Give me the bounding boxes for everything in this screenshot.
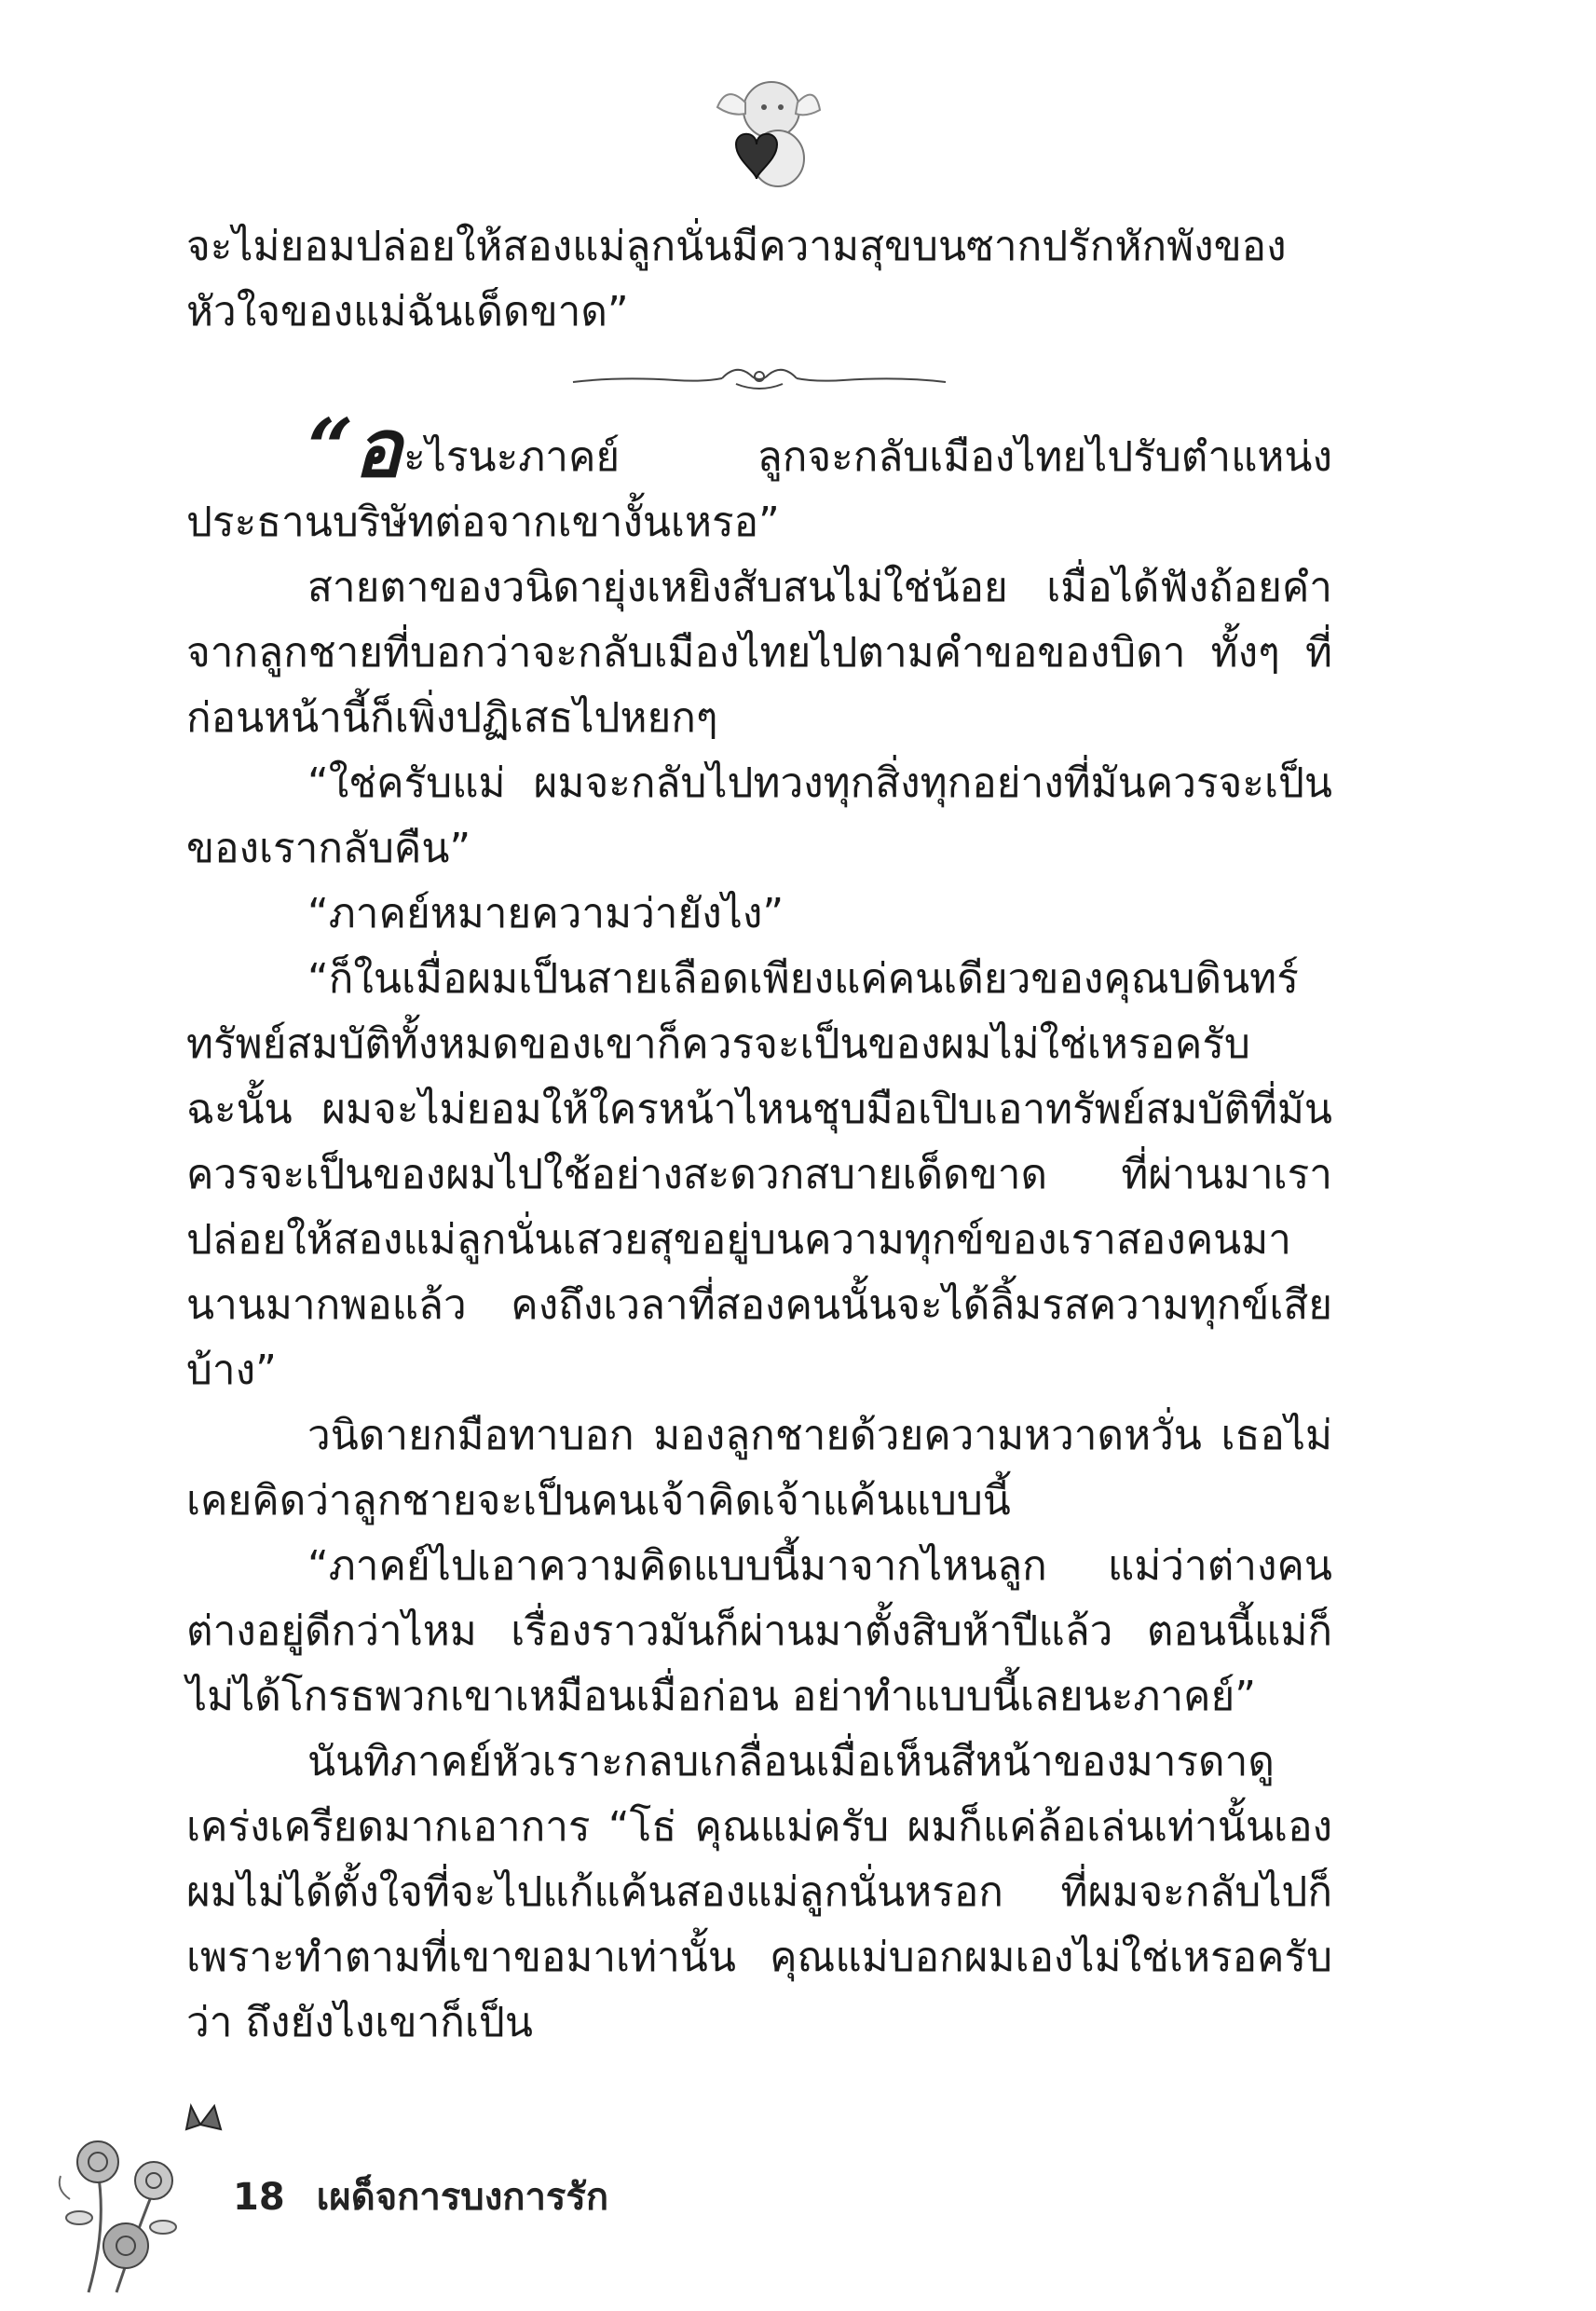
paragraph: นันทิภาคย์หัวเราะกลบเกลื่อนเมื่อเห็นสีหน้าของมารดาดูเคร่งเครียดมากเอาการ “โธ่ คุณแม่ครับ ผมก็แค่ล้อเล่นเท่านั้นเอง ผมไม่ได้ตั้งใจที่จะไปแก้แค้นสองแม่ลูกนั่นหรอก ที่ผมจะกลับไปก็เพราะทำตามที่เขาขอมาเท่านั้น คุณแม่บอกผมเองไม่ใช่เหรอครับว่า ถึงยังไงเขาก็เป็น <box>186 1738 1332 2046</box>
book-title: เผด็จการบงการรัก <box>316 2176 609 2219</box>
paragraph: “ภาคย์ไปเอาความคิดแบบนี้มาจากไหนลูก แม่ว่าต่างคนต่างอยู่ดีกว่าไหม เรื่องราวมันก็ผ่านมาตั้งสิบห้าปีแล้ว ตอนนี้แม่ก็ไม่ได้โกรธพวกเขาเหมือนเมื่อก่อน อย่าทำแบบนี้เลยนะภาคย์” <box>186 1542 1332 1720</box>
paragraph-continued: จะไม่ยอมปล่อยให้สองแม่ลูกนั่นมีความสุขบนซากปรักหักพังของหัวใจของแม่ฉันเด็ดขาด” <box>186 223 1287 335</box>
page-body <box>186 214 1332 2056</box>
paragraph-1-text: ะไรนะภาคย์ ลูกจะกลับเมืองไทยไปรับตำแหน่งประธานบริษัทต่อจากเขางั้นเหรอ” <box>186 433 1332 546</box>
page-number: 18 <box>233 2176 285 2219</box>
paragraph: วนิดายกมือทาบอก มองลูกชายด้วยความหวาดหวั่น เธอไม่เคยคิดว่าลูกชายจะเป็นคนเจ้าคิดเจ้าแค้นแบบนี้ <box>186 1412 1332 1525</box>
paragraph: “ก็ในเมื่อผมเป็นสายเลือดเพียงแค่คนเดียวของคุณบดินทร์ ทรัพย์สมบัติทั้งหมดของเขาก็ควรจะเป็นของผมไม่ใช่เหรอครับ ฉะนั้น ผมจะไม่ยอมให้ใครหน้าไหนชุบมือเปิบเอาทรัพย์สมบัติที่มันควรจะเป็นของผมไปใช้อย่างสะดวกสบายเด็ดขาด ที่ผ่านมาเราปล่อยให้สองแม่ลูกนั่นเสวยสุขอยู่บนความทุกข์ของเราสองคนมานานมากพอแล้ว คงถึงเวลาที่สองคนนั้นจะได้ลิ้มรสความทุกข์เสียบ้าง” <box>186 955 1332 1394</box>
paragraph: “ภาคย์หมายความว่ายังไง” <box>307 890 784 937</box>
paragraph: “ใช่ครับแม่ ผมจะกลับไปทวงทุกสิ่งทุกอย่างที่มันควรจะเป็นของเรากลับคืน” <box>186 759 1332 872</box>
page-footer <box>233 2167 627 2226</box>
paragraph-1 <box>186 402 1332 555</box>
cherub-heart-icon <box>699 65 829 196</box>
rose-butterfly-icon <box>51 2087 238 2302</box>
paragraph: สายตาของวนิดายุ่งเหยิงสับสนไม่ใช่น้อย เมื่อได้ฟังถ้อยคำจากลูกชายที่บอกว่าจะกลับเมืองไทยไปตามคำขอของบิดา ทั้งๆ ที่ก่อนหน้านี้ก็เพิ่งปฏิเสธไปหยกๆ <box>186 564 1332 742</box>
ornament-divider-icon <box>564 356 955 403</box>
drop-cap: “อ <box>307 402 402 496</box>
